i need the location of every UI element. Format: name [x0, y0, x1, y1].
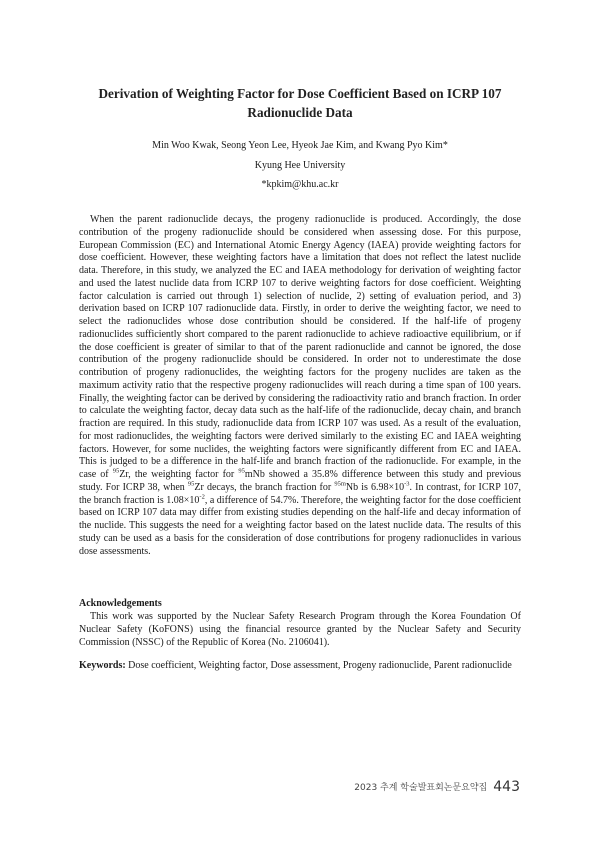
- abstract-paragraph: [79, 214, 521, 558]
- superscript: -3: [404, 480, 410, 488]
- keywords-section: [79, 660, 521, 673]
- proceedings-title: 2023 추계 학술발표회논문요약집: [354, 783, 488, 793]
- page-number: 443: [493, 778, 520, 795]
- superscript: 95: [112, 467, 120, 475]
- abstract-text-6: . In contrast, for ICRP 107, the branch fraction is 1.08×10: [79, 481, 522, 506]
- keywords-text: Dose coefficient, Weighting factor, Dose assessment, Progeny radionuclide, Parent radionuclide: [125, 660, 512, 671]
- acknowledgements-heading: Acknowledgements: [79, 598, 162, 609]
- abstract-text-1: When the parent radionuclide decays, the progeny radionuclide is produced. Accordingly, the dose contribution of the progeny radionuclide should be considered when assessing dose. For this purpose, European Commission (EC) and International Atomic Energy Agency (IAEA) provide weighting factors for dose coefficient. However, these weighting factors have a limitation that does not reflect the latest nuclide data. Therefore, in this study, we analyzed the EC and IAEA methodology for derivation of weighting factor and used the latest nuclide data from ICRP 107 to derive weighting factors for dose coefficient. Weighting factor calculation is carried out through 1) selection of nuclide, 2) setting of evaluation period, and 3) derivation based on ICRP 107 radionuclide data. Firstly, in order to derive the weighting factor, we need to select the radionuclides whose dose contribution should be considered. If the half-life of progeny radionuclides sufficiently short compared to the parent radionuclide to achieve radioactive equilibrium, or if the dose coefficient is greater of similar to that of the parent radionuclide and cannot be ignored, the dose contribution of the progeny radionuclide should be considered. In order not to underestimate the dose contribution of progeny radionuclides, the weighting factors for the progeny nuclides are taken as the maximum activity ratio that the respective progeny radionuclides will reach during a time span of 100 years. Finally, the weighting factor can be derived by considering the radioactivity ratio and branch fraction. In order to calculate the weighting factor, decay data such as the half-life of the radionuclide, decay chain, and branch fraction are required. In this study, radionuclide data from ICRP 107 was used. As a result of the evaluation, for most radionuclides, the weighting factors were derived similarly to the existing EC and IAEA weighting factors. However, for some nuclides, the weighting factors were significantly different from EC and IAEA. This is judged to be a difference in the half-life and branch fraction of the radionuclide. For example, in the case of: [79, 214, 521, 480]
- superscript: -2: [199, 493, 205, 501]
- paper-title: Derivation of Weighting Factor for Dose Coefficient Based on ICRP 107 Radionuclide Data: [98, 86, 502, 120]
- superscript: 95: [238, 467, 245, 475]
- superscript: 95: [187, 480, 195, 488]
- abstract-text-3: mNb showed a 35.8% difference between this study and previous study. For ICRP 38, when: [79, 469, 521, 493]
- acknowledgements-body: This work was supported by the Nuclear Safety Research Program through the Korea Foundation Of Nuclear Safety (KoFONS) using the financial resource granted by the Nuclear Safety and Security Commission (NSSC) of the Republic of Korea (No. 2106041).: [79, 611, 521, 648]
- page-footer: [354, 776, 520, 795]
- superscript: 95m: [334, 480, 346, 488]
- author-list: Min Woo Kwak, Seong Yeon Lee, Hyeok Jae Kim, and Kwang Pyo Kim*: [152, 140, 448, 151]
- abstract-text-7: , a difference of 54.7%. Therefore, the weighting factor for the dose coefficient based on ICRP 107 data may differ from existing studies depending on the half-life and decay information of the nuclide. This suggests the need for a weighting factor based on the latest nuclide data. The results of this study can be used as a basis for the consideration of dose contributions for progeny radionuclides in various dose assessments.: [79, 494, 522, 557]
- abstract-text-2: Zr, the weighting factor for: [119, 469, 239, 480]
- abstract-text-5: Nb is 6.98×10: [345, 481, 405, 493]
- keywords-label: Keywords:: [79, 660, 126, 671]
- abstract-text-4: Zr decays, the branch fraction for: [194, 481, 335, 493]
- corresponding-email: *kpkim@khu.ac.kr: [261, 179, 339, 190]
- affiliation: Kyung Hee University: [254, 160, 346, 171]
